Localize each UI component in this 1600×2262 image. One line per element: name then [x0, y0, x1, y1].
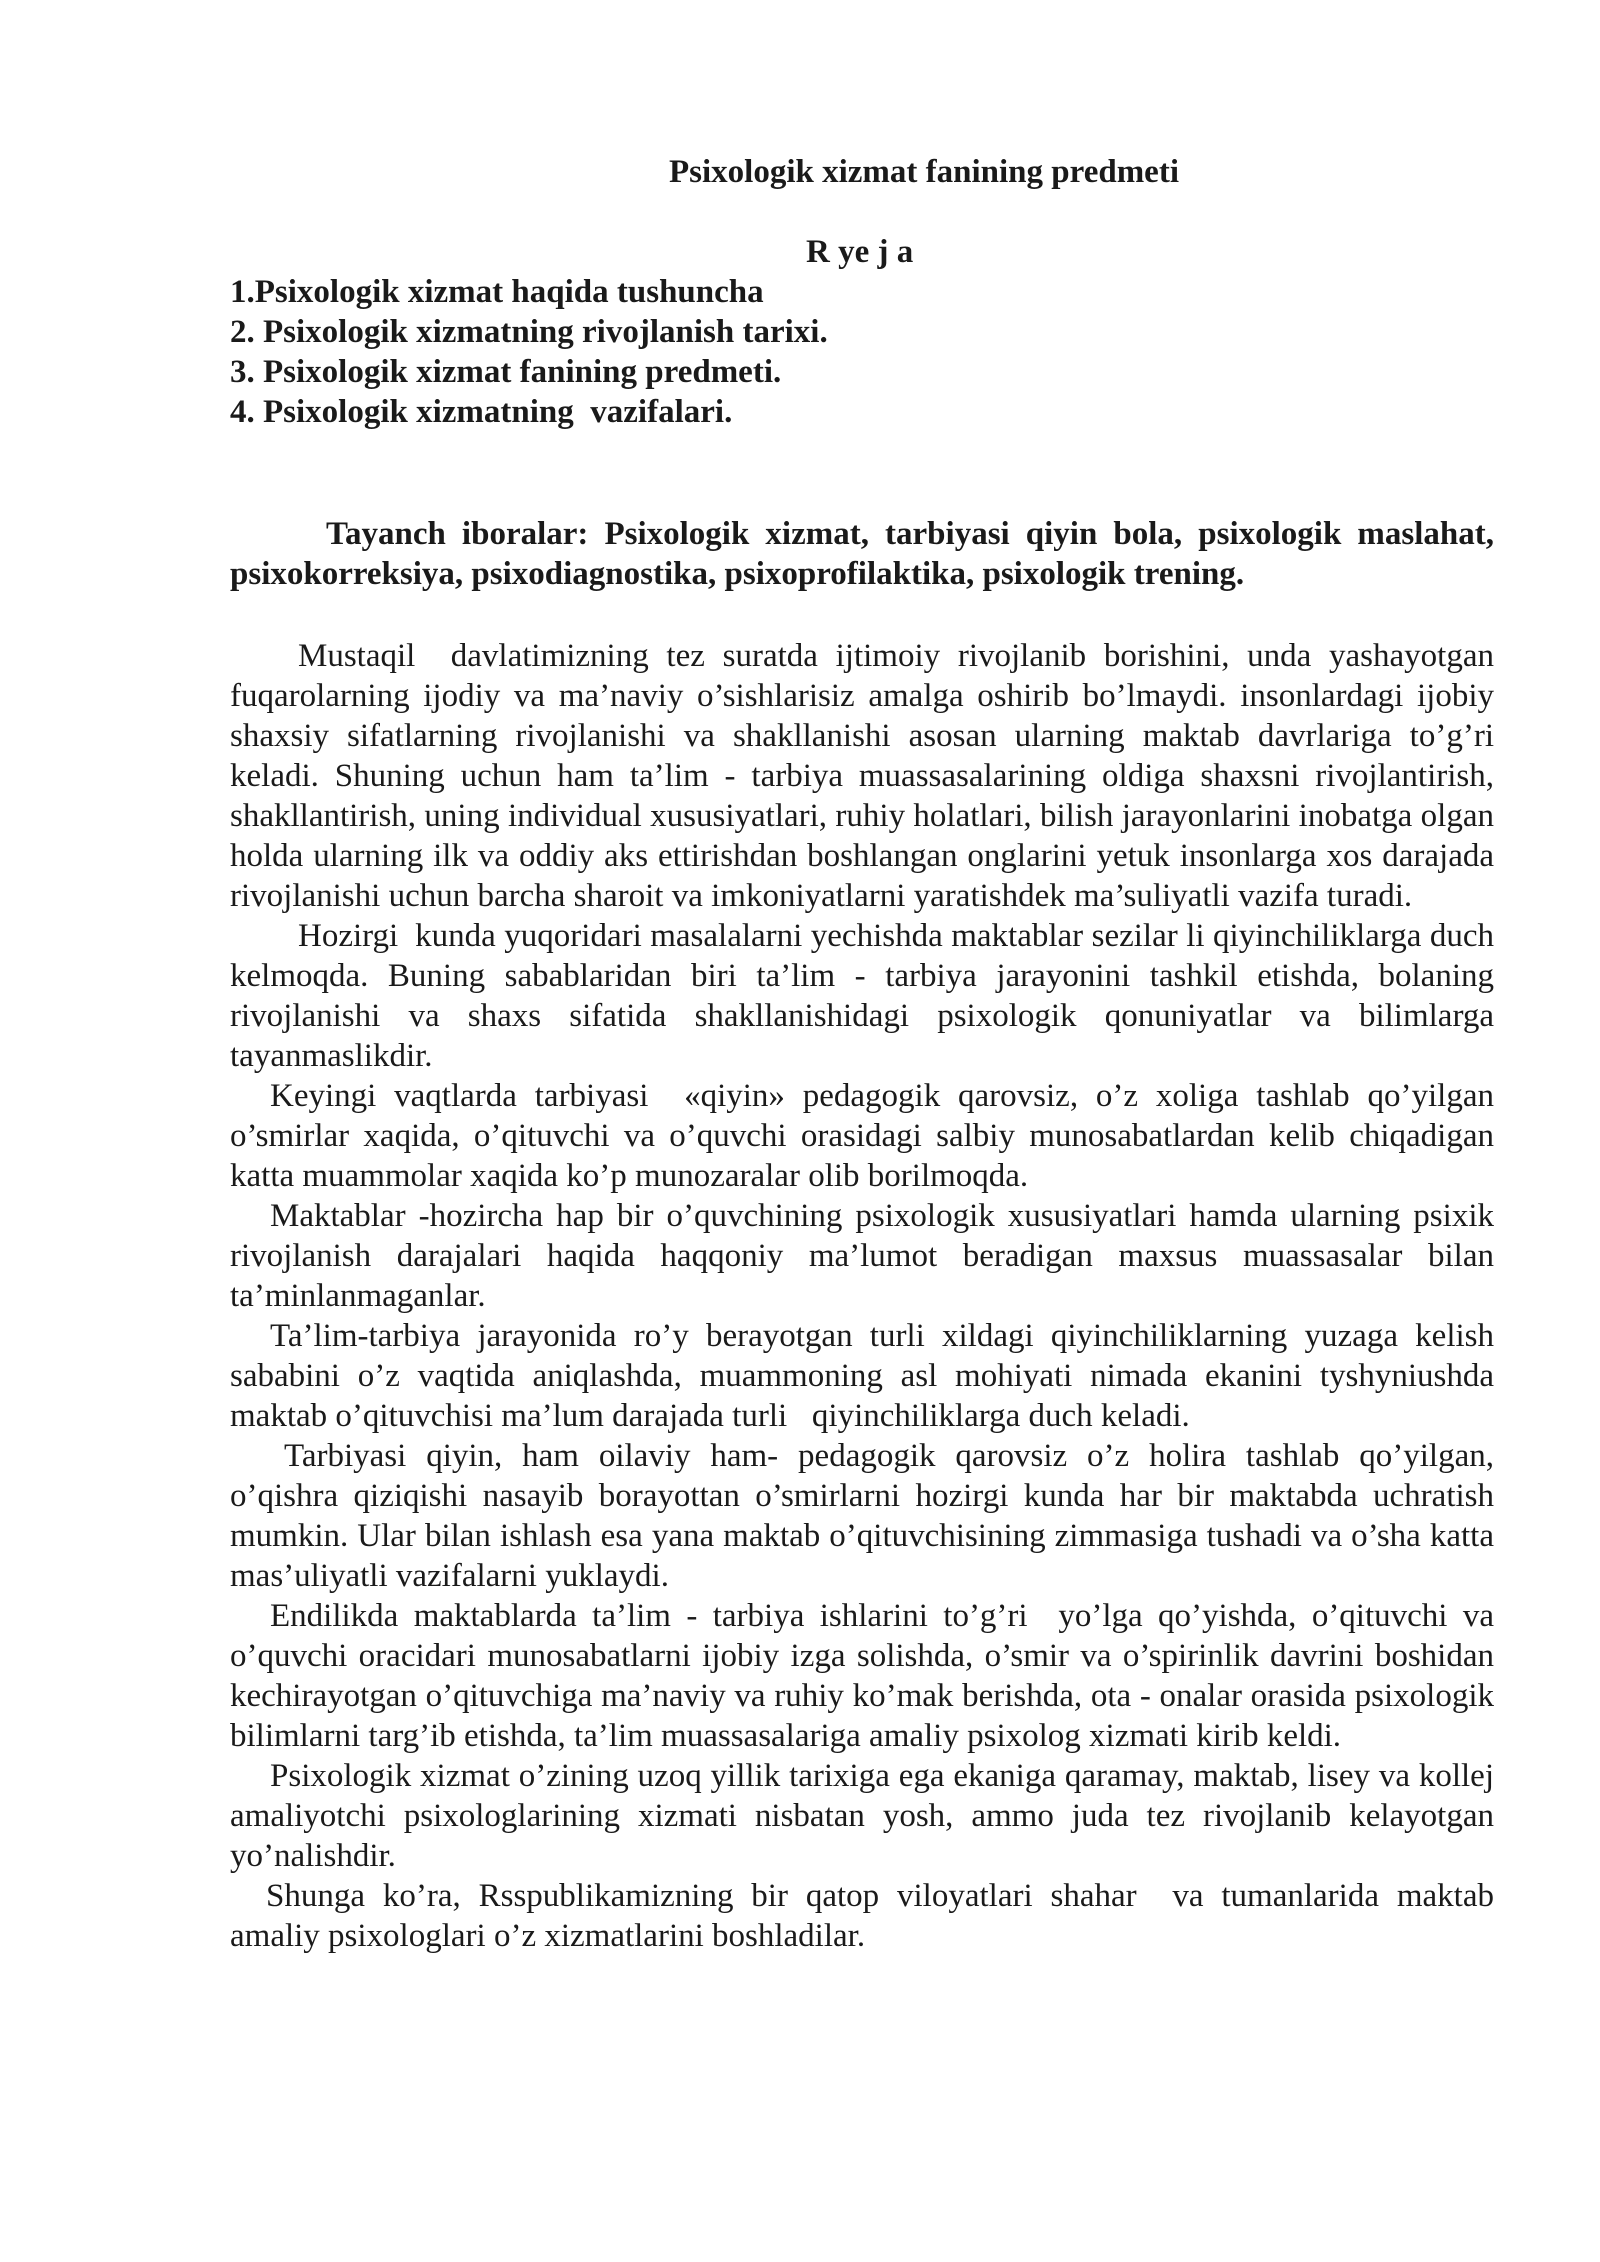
- body-text: [230, 636, 1527, 1956]
- body-paragraph: Shunga ko’ra, Rsspublikamizning bir qatop viloyatlari shahar va tumanlarida maktab amaliy psixologlari o’z xizmatlarini boshladilar.: [230, 1878, 1503, 1954]
- body-paragraph: Psixologik xizmat o’zining uzoq yillik tarixiga ega ekaniga qaramay, maktab, lisey va kollej amaliyotchi psixologlarining xizmati nisbatan yosh, ammo juda tez rivojlanib kelayotgan yo’nalishdir.: [230, 1758, 1503, 1874]
- body-paragraph: Ta’lim-tarbiya jarayonida ro’y berayotgan turli xildagi qiyinchiliklarning yuzaga kelish sababini o’z vaqtida aniqlashda, muammoning asl mohiyati nimada ekanini tyshyniushda maktab o’qituvchisi ma’lum darajada turli qiyinchiliklarga duch keladi.: [230, 1318, 1503, 1434]
- body-paragraph: Mustaqil davlatimizning tez suratda ijtimoiy rivojlanib borishini, unda yashayotgan fuqarolarning ijodiy va ma’naviy o’sishlarisiz amalga oshirib bo’lmaydi. insonlardagi ijobiy shaxsiy sifatlarning rivojlanishi va shakllanishi asosan ularning maktab davrlariga to’g’ri keladi. Shuning uchun ham ta’lim - tarbiya muassasalarining oldiga shaxsni rivojlantirish, shakllantirish, uning individual xususiyatlari, ruhiy holatlari, bilish jarayonlarini inobatga olgan holda ularning ilk va oddiy aks ettirishdan boshlangan onglarini yetuk insonlarga xos darajada rivojlanishi uchun barcha sharoit va imkoniyatlarni yaratishdek ma’suliyatli vazifa turadi.: [230, 638, 1511, 914]
- document-title: Psixologik xizmat fanining predmeti: [669, 154, 1179, 190]
- plan-list: [230, 272, 828, 432]
- body-paragraph: Endilikda maktablarda ta’lim - tarbiya ishlarini to’g’ri yo’lga qo’yishda, o’qituvchi va o’quvchi oracidari munosabatlarni ijobiy izga solishda, o’smir va o’spirinlik davrini boshidan kechirayotgan o’qituvchiga ma’naviy va ruhiy ko’mak berishda, ota - onalar orasida psixologik bilimlarni targ’ib etishda, ta’lim muassasalariga amaliy psixolog xizmati kirib keldi.: [230, 1598, 1503, 1754]
- body-paragraph: Maktablar -hozircha hap bir o’quvchining psixologik xususiyatlari hamda ularning psixik rivojlanish darajalari haqida haqqoniy ma’lumot beradigan maxsus muassasalar bilan ta’minlanmaganlar.: [230, 1198, 1503, 1314]
- body-paragraph: Tarbiyasi qiyin, ham oilaviy ham- pedagogik qarovsiz o’z holira tashlab qo’yilgan, o’qishra qiziqishi nasayib borayottan o’smirlarni hozirgi kunda har bir maktabda uchratish mumkin. Ular bilan ishlash esa yana maktab o’qituvchisining zimmasiga tushadi va o’sha katta mas’uliyatli vazifalarni yuklaydi.: [230, 1438, 1503, 1594]
- body-paragraph: Hozirgi kunda yuqoridari masalalarni yechishda maktablar sezilar li qiyinchiliklarga duch kelmoqda. Buning sabablaridan biri ta’lim - tarbiya jarayonini tashkil etishda, bolaning rivojlanishi va shaxs sifatida shakllanishidagi psixologik qonuniyatlar va bilimlarga tayanmaslikdir.: [230, 918, 1527, 1074]
- keywords-paragraph: Tayanch iboralar: Psixologik xizmat, tarbiyasi qiyin bola, psixologik maslahat, psixokorreksiya, psixodiagnostika, psixoprofilaktika, psixologik trening.: [230, 516, 1494, 592]
- plan-item: 1.Psixologik xizmat haqida tushuncha: [230, 274, 764, 310]
- plan-item: 4. Psixologik xizmatning vazifalari.: [230, 394, 733, 430]
- plan-heading: R ye j a: [806, 234, 914, 270]
- body-paragraph: Keyingi vaqtlarda tarbiyasi «qiyin» pedagogik qarovsiz, o’z xoliga tashlab qo’yilgan o’smirlar xaqida, o’qituvchi va o’quvchi orasidagi salbiy munosabatlardan kelib chiqadigan katta muammolar xaqida ko’p munozaralar olib borilmoqda.: [230, 1078, 1503, 1194]
- plan-item: 3. Psixologik xizmat fanining predmeti.: [230, 354, 782, 390]
- plan-item: 2. Psixologik xizmatning rivojlanish tarixi.: [230, 314, 828, 350]
